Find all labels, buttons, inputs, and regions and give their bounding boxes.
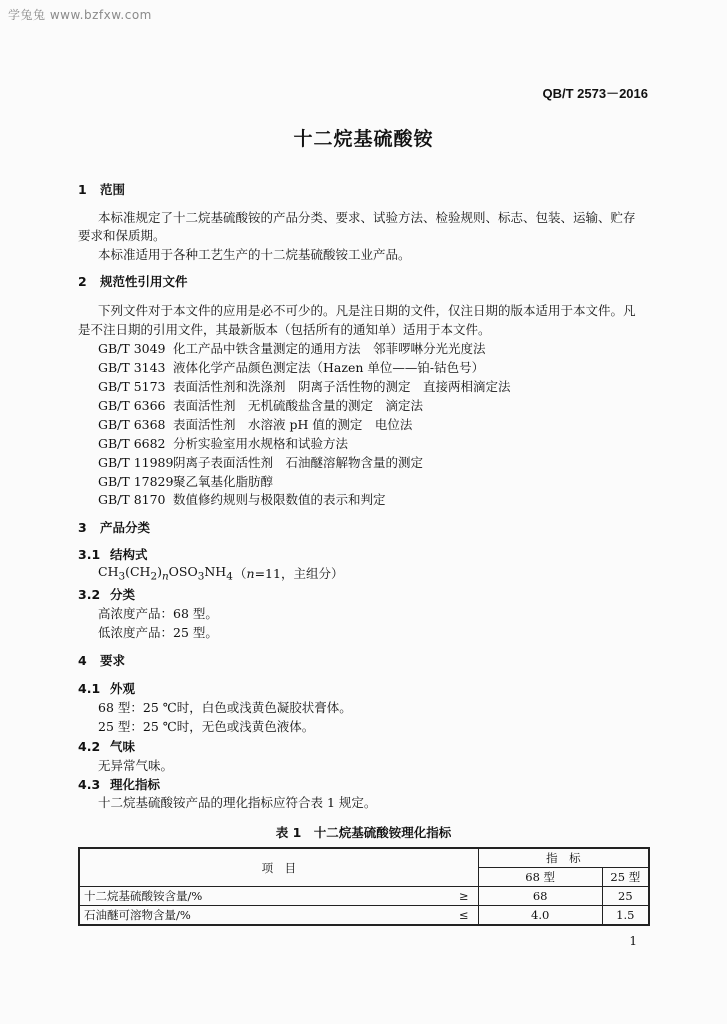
reference-item — [98, 434, 348, 452]
paragraph-line: 是不注日期的引用文件，其最新版本（包括所有的通知单）适用于本文件。 — [78, 322, 491, 337]
header-type-68: 68 型 — [478, 868, 602, 887]
reference-item — [98, 339, 486, 357]
reference-code: GB/T 11989 — [98, 455, 174, 470]
reference-item — [98, 490, 386, 508]
watermark: 学兔兔 www.bzfxw.com — [8, 8, 152, 22]
page-number: 1 — [629, 934, 637, 948]
row-value-25: 1.5 — [602, 906, 649, 926]
reference-code: GB/T 6682 — [98, 436, 166, 451]
row-item-name: 十二烷基硫酸铵含量/% — [79, 887, 450, 906]
table-row — [79, 906, 649, 926]
formula-subscript: 3 — [197, 570, 205, 583]
paragraph-line: 68 型：25 ℃时，白色或浅黄色凝胶状膏体。 — [98, 700, 352, 715]
reference-title: 表面活性剂 无机硫酸盐含量的测定 滴定法 — [173, 398, 424, 413]
note-variable: n — [246, 566, 255, 581]
section-title: 要求 — [100, 653, 126, 668]
note-part: （ — [234, 566, 247, 581]
section-title: 范围 — [100, 182, 126, 197]
structural-formula — [98, 564, 233, 583]
paragraph-line: 下列文件对于本文件的应用是必不可少的。凡是注日期的文件，仅注日期的版本适用于本文件。凡 — [98, 303, 636, 318]
table-caption: 表 1 十二烷基硫酸铵理化指标 — [275, 825, 452, 840]
reference-title: 分析实验室用水规格和试验方法 — [173, 436, 349, 451]
subsection-number: 4.3 — [78, 777, 101, 792]
formula-note — [234, 564, 343, 582]
section-4-heading — [78, 651, 125, 669]
reference-code: GB/T 6366 — [98, 398, 166, 413]
reference-code: GB/T 6368 — [98, 417, 166, 432]
reference-title: 数值修约规则与极限数值的表示和判定 — [173, 492, 386, 507]
section-3-heading — [78, 518, 150, 536]
section-title: 规范性引用文件 — [100, 274, 188, 289]
formula-subscript: 4 — [226, 570, 233, 583]
subsection-4-2-heading — [78, 737, 135, 755]
reference-title: 聚乙氧基化脂肪醇 — [173, 474, 274, 489]
subsection-title: 外观 — [110, 681, 136, 696]
formula-subscript: 3 — [118, 570, 126, 583]
section-title: 产品分类 — [100, 520, 151, 535]
header-type-25: 25 型 — [602, 868, 649, 887]
paragraph-line: 本标准适用于各种工艺生产的十二烷基硫酸铵工业产品。 — [98, 247, 411, 262]
row-value-68: 4.0 — [478, 906, 602, 926]
formula-part: ) — [157, 564, 162, 579]
reference-code: GB/T 17829 — [98, 474, 174, 489]
reference-title: 阴离子表面活性剂 石油醚溶解物含量的测定 — [173, 455, 424, 470]
header-index: 指 标 — [478, 848, 649, 868]
subsection-4-1-heading — [78, 679, 135, 697]
reference-item — [98, 377, 511, 395]
document-number: QB/T 2573－2016 — [542, 86, 648, 101]
paragraph-line: 要求和保质期。 — [78, 228, 166, 243]
subsection-number: 3.2 — [78, 587, 101, 602]
section-number: 1 — [78, 182, 87, 197]
subsection-3-1-heading — [78, 545, 148, 563]
subsection-3-2-heading — [78, 585, 135, 603]
table-header-row — [79, 848, 649, 868]
paragraph-line: 无异常气味。 — [98, 758, 174, 773]
formula-subscript: 2 — [150, 570, 158, 583]
paragraph-line: 高浓度产品：68 型。 — [98, 606, 218, 621]
reference-item — [98, 472, 273, 490]
reference-code: GB/T 8170 — [98, 492, 166, 507]
subsection-number: 4.1 — [78, 681, 101, 696]
section-number: 3 — [78, 520, 87, 535]
reference-code: GB/T 3143 — [98, 360, 166, 375]
header-item: 项 目 — [79, 848, 478, 887]
page-title: 十二烷基硫酸铵 — [293, 128, 434, 150]
subsection-4-3-heading — [78, 775, 160, 793]
reference-title: 表面活性剂 水溶液 pH 值的测定 电位法 — [173, 417, 413, 432]
row-item-name: 石油醚可溶物含量/% — [79, 906, 450, 926]
reference-title: 化工产品中铁含量测定的通用方法 邻菲啰啉分光光度法 — [173, 341, 486, 356]
formula-part: (CH — [125, 564, 151, 579]
section-number: 2 — [78, 274, 87, 289]
section-2-heading — [78, 272, 188, 290]
subsection-title: 理化指标 — [110, 777, 161, 792]
section-1-heading — [78, 180, 125, 198]
subsection-title: 分类 — [110, 587, 136, 602]
table-row — [79, 887, 649, 906]
paragraph-line: 十二烷基硫酸铵产品的理化指标应符合表 1 规定。 — [98, 795, 377, 810]
formula-part: OSO — [168, 564, 198, 579]
row-operator: ≤ — [450, 906, 479, 926]
spec-table — [78, 847, 650, 926]
note-part: =11，主组分） — [254, 566, 344, 581]
paragraph-line: 25 型：25 ℃时，无色或浅黄色液体。 — [98, 719, 315, 734]
formula-part: NH — [204, 564, 227, 579]
reference-title: 液体化学产品颜色测定法（Hazen 单位——铂-钴色号） — [173, 360, 485, 375]
subsection-title: 气味 — [110, 739, 136, 754]
reference-title: 表面活性剂和洗涤剂 阴离子活性物的测定 直接两相滴定法 — [173, 379, 511, 394]
formula-subscript: n — [161, 570, 169, 583]
formula-part: CH — [98, 564, 119, 579]
row-value-68: 68 — [478, 887, 602, 906]
paragraph-line: 本标准规定了十二烷基硫酸铵的产品分类、要求、试验方法、检验规则、标志、包装、运输、贮存 — [98, 210, 636, 225]
reference-item — [98, 358, 484, 376]
row-value-25: 25 — [602, 887, 649, 906]
subsection-title: 结构式 — [110, 547, 148, 562]
paragraph-line: 低浓度产品：25 型。 — [98, 625, 218, 640]
row-operator: ≥ — [450, 887, 479, 906]
reference-item — [98, 396, 423, 414]
reference-code: GB/T 3049 — [98, 341, 166, 356]
subsection-number: 4.2 — [78, 739, 101, 754]
reference-code: GB/T 5173 — [98, 379, 166, 394]
reference-item — [98, 415, 412, 433]
subsection-number: 3.1 — [78, 547, 101, 562]
section-number: 4 — [78, 653, 87, 668]
reference-item — [98, 453, 423, 471]
